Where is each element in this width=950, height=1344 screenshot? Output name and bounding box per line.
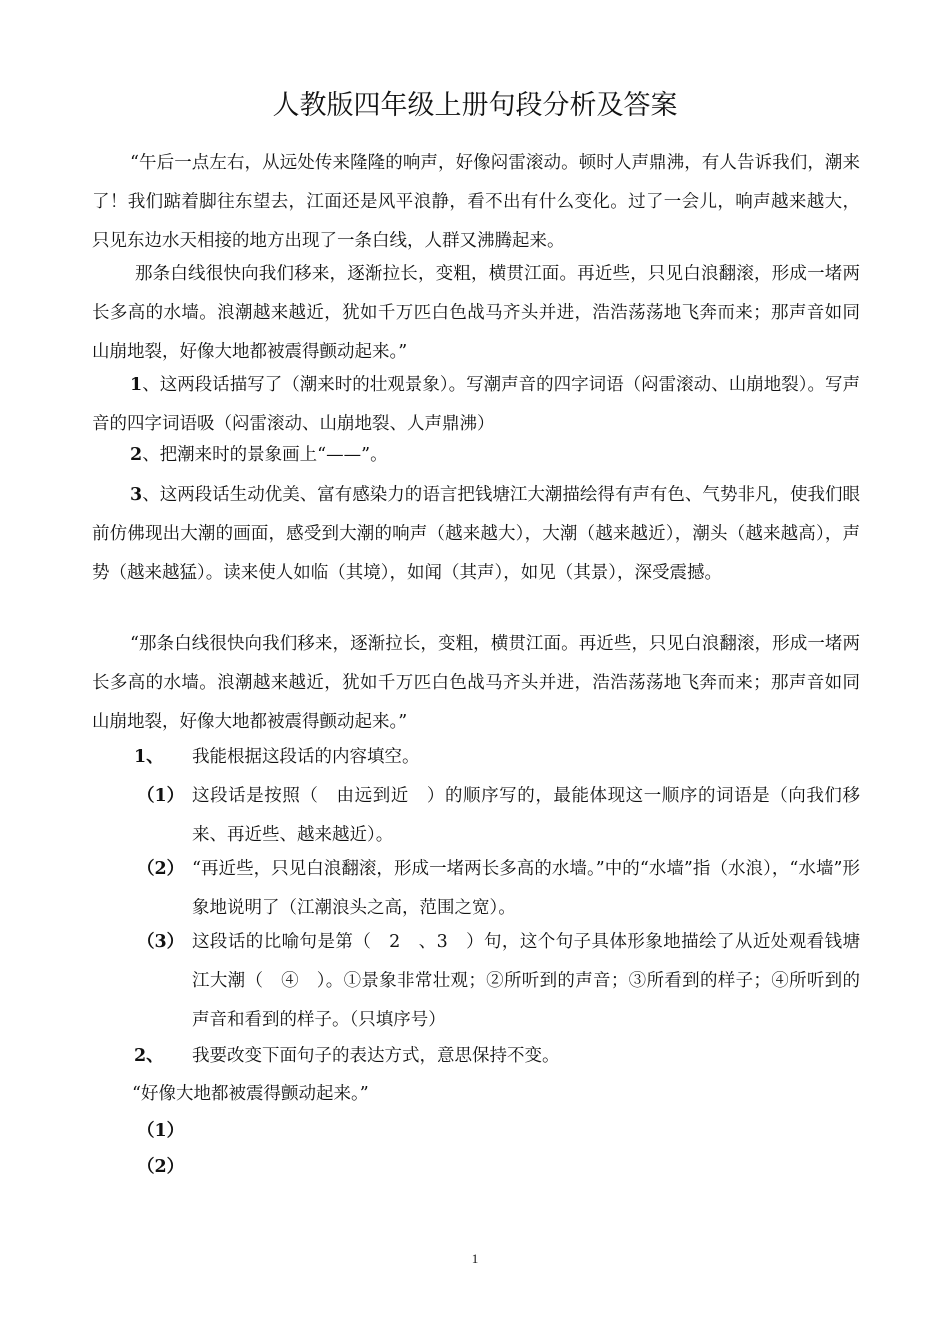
question-2-number: 2 bbox=[130, 445, 143, 465]
question-1-number: 1 bbox=[130, 375, 143, 395]
page-number: 1 bbox=[471, 1251, 479, 1266]
passage1-p2-text: 那条白线很快向我们移来，逐渐拉长，变粗，横贯江面。再近些，只见白浪翻滚，形成一堵两长多高的水墙。浪潮越来越近，犹如千万匹白色战马齐头并进，浩浩荡荡地飞奔而来；那声音如同山崩地裂，好像大地都被震得颤动起来。” bbox=[92, 264, 860, 362]
part1-instruction: 我能根据这段话的内容填空。 bbox=[192, 747, 420, 767]
part1-item1-label: （1） bbox=[137, 786, 185, 806]
part1-item3-text: 这段话的比喻句是第（ 2 、3 ）句，这个句子具体形象地描绘了从近处观看钱塘江大潮（ ④ ）。①景象非常壮观；②所听到的声音；③所看到的样子；④所听到的声音和看到的样子。（只填序号） bbox=[192, 932, 860, 1030]
document-title: 人教版四年级上册句段分析及答案 bbox=[272, 90, 678, 121]
question-3 bbox=[92, 476, 860, 593]
question-3-text: 、这两段话生动优美、富有感染力的语言把钱塘江大潮描绘得有声有色、气势非凡，使我们眼前仿佛现出大潮的画面，感受到大潮的响声（越来越大），大潮（越来越近），潮头（越来越高），声势（越来越猛）。读来使人如临（其境），如闻（其声），如见（其景），深受震撼。 bbox=[92, 485, 860, 583]
part1-item3-label: （3） bbox=[137, 932, 185, 952]
passage1-paragraph1 bbox=[92, 144, 860, 261]
part2-blank-2: （2） bbox=[137, 1157, 185, 1177]
passage1-p1-text: “午后一点左右，从远处传来隆隆的响声，好像闷雷滚动。顿时人声鼎沸，有人告诉我们，潮来了！我们踮着脚往东望去，江面还是风平浪静，看不出有什么变化。过了一会儿，响声越来越大，只见东边水天相接的地方出现了一条白线，人群又沸腾起来。 bbox=[92, 153, 860, 251]
part1-item2-text: “再近些，只见白浪翻滚，形成一堵两长多高的水墙。”中的“水墙”指（水浪），“水墙”形象地说明了（江潮浪头之高，范围之宽）。 bbox=[192, 859, 860, 918]
question-3-number: 3 bbox=[130, 485, 143, 505]
part1-number: 1、 bbox=[134, 747, 164, 767]
passage1-paragraph2 bbox=[92, 255, 860, 372]
part2-instruction: 我要改变下面句子的表达方式，意思保持不变。 bbox=[192, 1046, 560, 1066]
part1-item2-label: （2） bbox=[137, 859, 185, 879]
part2-blank-1: （1） bbox=[137, 1121, 185, 1141]
question-1 bbox=[92, 366, 860, 444]
question-2 bbox=[92, 436, 860, 475]
question-2-text: 、把潮来时的景象画上“——”。 bbox=[142, 445, 388, 465]
part1-item1-text: 这段话是按照（ 由远到近 ）的顺序写的，最能体现这一顺序的词语是（向我们移来、再近些、越来越近）。 bbox=[192, 786, 860, 845]
passage2-paragraph bbox=[92, 625, 860, 742]
passage2-text: “那条白线很快向我们移来，逐渐拉长，变粗，横贯江面。再近些，只见白浪翻滚，形成一堵两长多高的水墙。浪潮越来越近，犹如千万匹白色战马齐头并进，浩浩荡荡地飞奔而来；那声音如同山崩地裂，好像大地都被震得颤动起来。” bbox=[92, 634, 860, 732]
part2-sentence: “好像大地都被震得颤动起来。” bbox=[132, 1084, 369, 1104]
question-1-text: 、这两段话描写了（潮来时的壮观景象）。写潮声音的四字词语（闷雷滚动、山崩地裂）。写声音的四字词语吸（闷雷滚动、山崩地裂、人声鼎沸） bbox=[92, 375, 860, 434]
part2-number: 2、 bbox=[134, 1046, 164, 1066]
